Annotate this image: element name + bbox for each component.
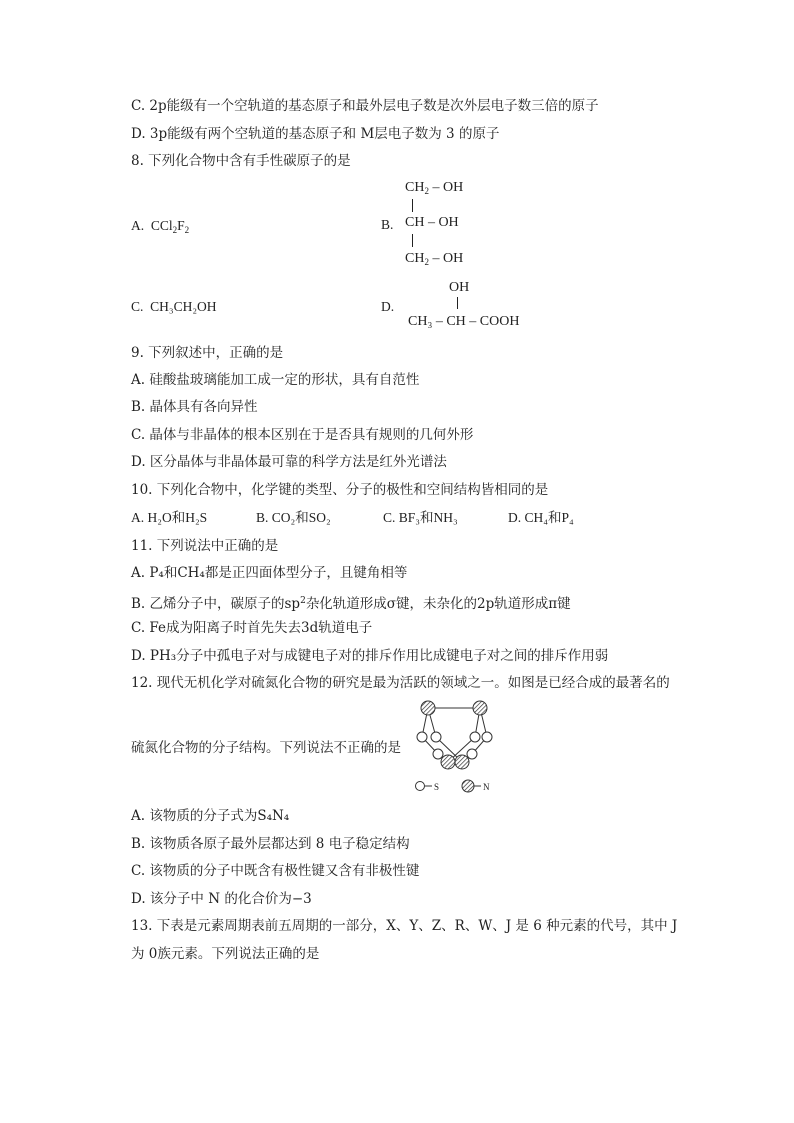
q7-option-c: C. 2p能级有一个空轨道的基态原子和最外层电子数是次外层电子数三倍的原子 bbox=[131, 98, 599, 114]
q8-b-bond1 bbox=[412, 199, 413, 212]
q12-stem-line2: 硫氮化合物的分子结构。下列说法不正确的是 bbox=[131, 740, 401, 756]
q8-b-row1: $CH_2$ – OH bbox=[405, 180, 464, 196]
q9-stem: 9. 下列叙述中，正确的是 bbox=[131, 345, 284, 361]
q8-option-a bbox=[131, 217, 189, 239]
q8-b-row3: $CH_2$ – OH bbox=[405, 251, 464, 267]
q8-option-c bbox=[131, 298, 217, 316]
q8-c-formula: CH₃CH₂OH bbox=[150, 299, 217, 314]
q12-option-d: D. 该分子中 N 的化合价为−3 bbox=[131, 891, 312, 907]
q11-option-d: D. PH₃分子中孤电子对与成键电子对的排斥作用比成键电子对之间的排斥作用弱 bbox=[131, 648, 609, 664]
q9-option-a: A. 硅酸盐玻璃能加工成一定的形状，具有自范性 bbox=[131, 372, 420, 388]
q8-b-label: B. bbox=[381, 217, 394, 232]
q8-c-label: C. bbox=[131, 299, 144, 314]
q8-d-label: D. bbox=[381, 299, 395, 314]
q10-option-b: B. CO₂和SO₂ bbox=[256, 510, 331, 525]
q8-d-oh: OH bbox=[449, 280, 470, 295]
q8-d-bond bbox=[457, 297, 458, 309]
q8-stem: 8. 下列化合物中含有手性碳原子的是 bbox=[131, 153, 351, 169]
q9-option-c: C. 晶体与非晶体的根本区别在于是否具有规则的几何外形 bbox=[131, 427, 474, 443]
s4n4-structure-diagram bbox=[410, 696, 510, 796]
q11-option-c: C. Fe成为阳离子时首先失去3d轨道电子 bbox=[131, 620, 373, 636]
q8-b-bond2 bbox=[412, 234, 413, 247]
q12-option-c: C. 该物质的分子中既含有极性键又含有非极性键 bbox=[131, 863, 420, 879]
q10-option-a: A. H₂O和H₂S bbox=[131, 510, 208, 525]
q10-option-c: C. BF₃和NH₃ bbox=[383, 510, 458, 525]
q8-a-f: F bbox=[177, 218, 185, 233]
legend-n-label: N bbox=[483, 782, 490, 792]
q10-option-d: D. CH₄和P₄ bbox=[508, 510, 574, 525]
q9-option-b: B. 晶体具有各向异性 bbox=[131, 399, 258, 415]
q12-stem-line1: 12. 现代无机化学对硫氮化合物的研究是最为活跃的领域之一。如图是已经合成的最著名的 bbox=[131, 675, 670, 691]
q8-d-main: CH₃ – CH – COOH bbox=[408, 314, 520, 329]
q9-option-d: D. 区分晶体与非晶体最可靠的科学方法是红外光谱法 bbox=[131, 454, 447, 470]
q11-stem: 11. 下列说法中正确的是 bbox=[131, 538, 279, 554]
legend-s-label: S bbox=[434, 782, 440, 792]
q8-a-sub2: 2 bbox=[184, 225, 190, 235]
q10-stem: 10. 下列化合物中，化学键的类型、分子的极性和空间结构皆相同的是 bbox=[131, 482, 549, 498]
q12-option-b: B. 该物质各原子最外层都达到 8 电子稳定结构 bbox=[131, 836, 410, 852]
q13-stem-line2: 为 0族元素。下列说法正确的是 bbox=[131, 946, 320, 962]
q11-option-a: A. P₄和CH₄都是正四面体型分子，且键角相等 bbox=[131, 565, 408, 581]
q8-a-label: A. bbox=[131, 218, 145, 233]
q11-option-b: B. 乙烯分子中，碳原子的$sp^2$杂化轨道形成σ键，未杂化的2p轨道形成π键 bbox=[131, 596, 571, 612]
diagram-legend bbox=[416, 780, 491, 792]
q12-option-a: A. 该物质的分子式为S₄N₄ bbox=[131, 808, 290, 824]
q7-option-d: D. 3p能级有两个空轨道的基态原子和 M层电子数为 3 的原子 bbox=[131, 126, 500, 142]
q8-a-sub1: 2 bbox=[172, 225, 178, 235]
q13-stem-line1: 13. 下表是元素周期表前五周期的一部分，X、Y、Z、R、W、J 是 6 种元素的代号，其中 J bbox=[131, 918, 678, 934]
q8-b-row2: CH – OH bbox=[405, 215, 459, 230]
q8-a-formula: CCl bbox=[150, 218, 173, 233]
